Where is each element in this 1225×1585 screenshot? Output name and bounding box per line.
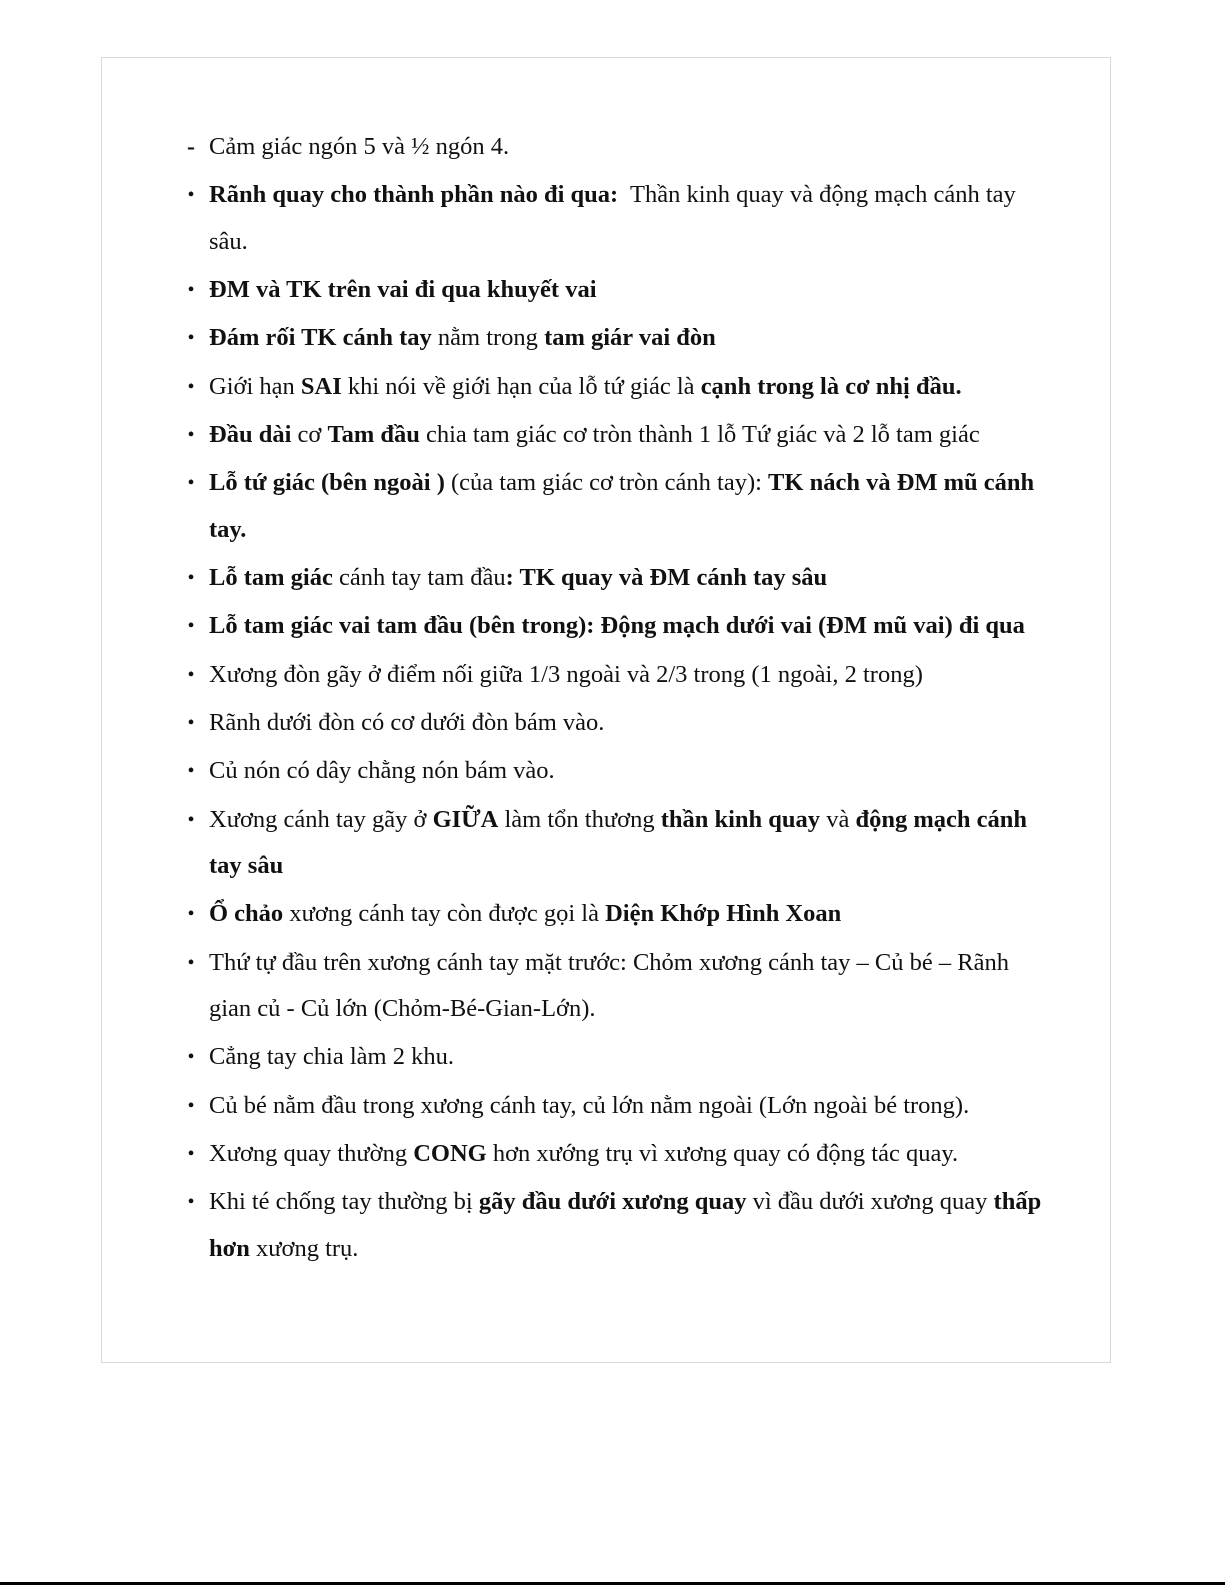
bullet-marker: • (187, 423, 195, 446)
bullet-marker: • (187, 760, 195, 783)
bold-text: SAI (300, 372, 342, 400)
body-text: Củ bé nằm đầu trong xương cánh tay, củ lớn nằm ngoài (Lớn ngoài bé trong). (209, 1091, 970, 1119)
bold-text: Rãnh quay cho thành phần nào đi qua: (209, 181, 619, 209)
body-text: Giới hạn (209, 372, 301, 400)
body-text: cơ (291, 420, 328, 448)
bold-text: Ổ chảo (209, 900, 284, 928)
list-item (187, 267, 1054, 314)
dash-marker: - (187, 134, 195, 160)
body-text: xương cánh tay còn được gọi là (283, 900, 606, 928)
list-item (187, 940, 1054, 1033)
list-item (187, 1179, 1054, 1272)
body-text: Xương đòn gãy ở điểm nối giữa 1/3 ngoài và 2/3 trong (1 ngoài, 2 trong) (209, 660, 923, 688)
list-item (187, 315, 1054, 362)
body-text: nằm trong (431, 324, 545, 352)
body-text: vì đầu dưới xương quay (746, 1188, 994, 1216)
list-item (187, 1083, 1054, 1130)
list-item (187, 797, 1054, 890)
bold-text: Đám rối TK cánh tay (209, 324, 432, 352)
body-text: hơn xướng trụ vì xương quay có động tác quay. (486, 1140, 959, 1168)
list-item (187, 1034, 1054, 1081)
bold-text: ĐM và TK trên vai đi qua khuyết vai (209, 276, 597, 304)
body-text: làm tổn thương (498, 805, 661, 833)
bold-text: thần kinh quay (660, 805, 821, 833)
body-text: chia tam giác cơ tròn thành 1 lỗ Tứ giác và 2 lỗ tam giác (419, 420, 980, 448)
bullet-marker: • (187, 663, 195, 686)
bullet-marker: • (187, 1143, 195, 1166)
bold-text: TK nách và ĐM mũ cánh tay. (209, 469, 1035, 543)
bullet-marker: • (187, 711, 195, 734)
list-item (187, 748, 1054, 795)
body-text: Khi té chống tay thường bị (209, 1188, 479, 1216)
bold-text: Tam đầu (327, 420, 420, 448)
bold-text: Diện Khớp Hình Xoan (605, 900, 842, 928)
bold-text: thấp hơn (209, 1188, 1042, 1262)
bullet-marker: • (187, 808, 195, 831)
list-item (187, 172, 1054, 265)
bold-text: cạnh trong là cơ nhị đầu. (700, 372, 962, 400)
bold-text: gãy đầu dưới xương quay (478, 1188, 747, 1216)
bullet-marker: • (187, 184, 195, 207)
bold-text: Lỗ tứ giác (bên ngoài ) (209, 469, 445, 497)
body-text: Xương cánh tay gãy ở (209, 805, 433, 833)
bullet-marker: • (187, 375, 195, 398)
bold-text: Đầu dài (209, 420, 292, 448)
bullet-marker: • (187, 903, 195, 926)
bold-text: Lỗ tam giác vai tam đầu (bên trong): Động mạch dưới vai (ĐM mũ vai) đi qua (209, 612, 1025, 640)
bold-text: CONG (413, 1140, 487, 1168)
body-text: Cẳng tay chia làm 2 khu. (209, 1043, 454, 1071)
bullet-list (0, 124, 1225, 1274)
list-item (187, 364, 1054, 411)
list-item (187, 700, 1054, 747)
list-item (187, 124, 1054, 171)
bullet-marker: • (187, 1046, 195, 1069)
bold-text: tam giár vai đòn (544, 324, 716, 352)
bullet-marker: • (187, 1191, 195, 1214)
bold-text: động mạch cánh tay sâu (209, 805, 1027, 880)
list-item (187, 603, 1054, 650)
body-text: Rãnh dưới đòn có cơ dưới đòn bám vào. (209, 708, 605, 736)
body-text: Xương quay thường (209, 1140, 414, 1168)
body-text: Thần kinh quay và động mạch cánh tay sâu. (209, 181, 1022, 255)
bold-text: GIỮA (432, 805, 499, 833)
body-text: và (820, 805, 856, 833)
bullet-marker: • (187, 279, 195, 302)
body-text: Củ nón có dây chằng nón bám vào. (209, 757, 555, 785)
bullet-marker: • (187, 567, 195, 590)
list-item (187, 652, 1054, 699)
body-text: Thứ tự đầu trên xương cánh tay mặt trước: Chỏm xương cánh tay – Củ bé – Rãnh gian củ - Củ lớn (Chỏm-Bé-Gian-Lớn). (209, 948, 1009, 1023)
list-item (187, 1131, 1054, 1178)
list-item (187, 555, 1054, 602)
body-text: (của tam giác cơ tròn cánh tay): (444, 469, 769, 497)
list-item (187, 412, 1054, 459)
bold-text: : TK quay và ĐM cánh tay sâu (505, 564, 828, 592)
bullet-marker: • (187, 1094, 195, 1117)
bold-text: Lỗ tam giác (209, 564, 333, 592)
bullet-marker: • (187, 951, 195, 974)
bullet-marker: • (187, 615, 195, 638)
bullet-marker: • (187, 472, 195, 495)
bullet-marker: • (187, 327, 195, 350)
body-text: khi nói về giới hạn của lỗ tứ giác là (341, 372, 701, 400)
body-text: cánh tay tam đầu (332, 564, 506, 592)
body-text: xương trụ. (249, 1234, 359, 1262)
list-item (187, 891, 1054, 938)
body-text: Cảm giác ngón 5 và ½ ngón 4. (209, 133, 510, 160)
list-item (187, 460, 1054, 553)
